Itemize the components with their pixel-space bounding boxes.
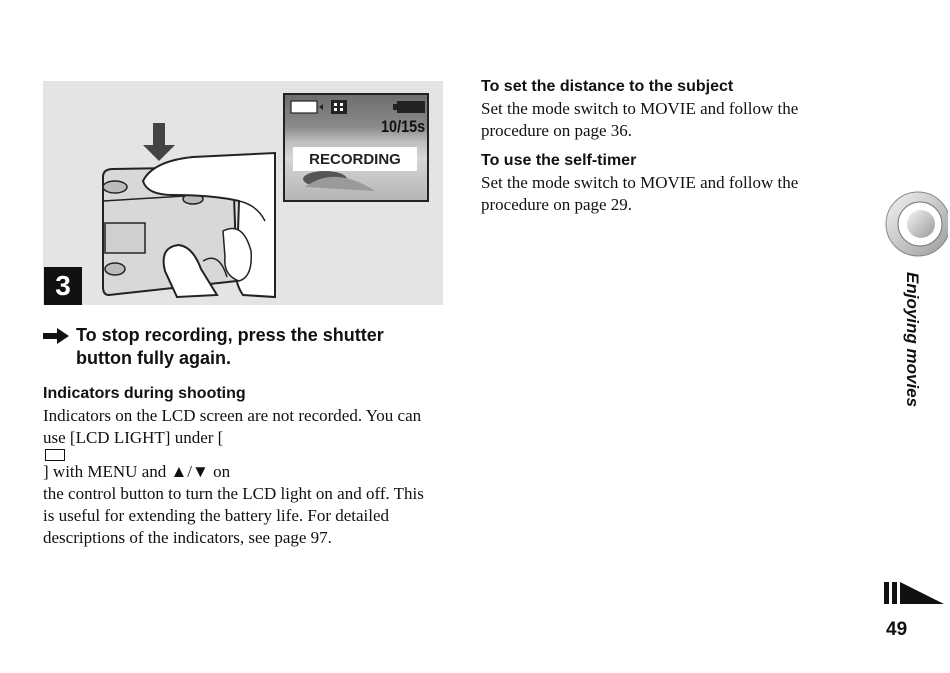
continue-next-page-icon: [884, 580, 944, 606]
paragraph-line: procedure on page 36.: [481, 121, 633, 140]
distance-heading: To set the distance to the subject: [481, 78, 734, 95]
paragraph-line: Set the mode switch to MOVIE and follow the: [481, 173, 799, 192]
self-timer-paragraph: [481, 172, 841, 216]
lcd-screen-inset: [283, 93, 429, 202]
movie-icon: [331, 100, 347, 114]
page-number: 49: [886, 619, 908, 640]
step-number-badge: 3: [44, 267, 82, 305]
paragraph-line: use [LCD LIGHT] under [ ] with MENU and ▲/▼ on: [43, 428, 231, 481]
stop-recording-instruction: [76, 324, 436, 370]
distance-paragraph: [481, 98, 841, 142]
lcd-recording-label: RECORDING: [293, 147, 417, 171]
right-arrow-icon: [43, 328, 69, 344]
indicators-paragraph: [43, 405, 443, 549]
battery-icon: [397, 101, 425, 113]
lcd-time-counter: 10/15s: [381, 117, 426, 136]
memory-icon: [291, 101, 317, 113]
paragraph-line: the control button to turn the LCD light on and off. This: [43, 484, 424, 503]
section-tab-label: Enjoying movies: [903, 272, 922, 408]
paragraph-line: descriptions of the indicators, see page 97.: [43, 528, 332, 547]
paragraph-line: Set the mode switch to MOVIE and follow the: [481, 99, 799, 118]
paragraph-line: Indicators on the LCD screen are not recorded. You can: [43, 406, 422, 425]
paragraph-line: procedure on page 29.: [481, 195, 633, 214]
paragraph-line: is useful for extending the battery life. For detailed: [43, 506, 390, 525]
section-tab-icon: [884, 189, 948, 259]
instruction-line: To stop recording, press the shutter: [76, 325, 384, 345]
instruction-line: button fully again.: [76, 348, 231, 368]
indicators-heading: Indicators during shooting: [43, 385, 246, 402]
setup-tab-icon: [45, 449, 65, 461]
self-timer-heading: To use the self-timer: [481, 152, 637, 169]
play-icon: [319, 104, 323, 110]
